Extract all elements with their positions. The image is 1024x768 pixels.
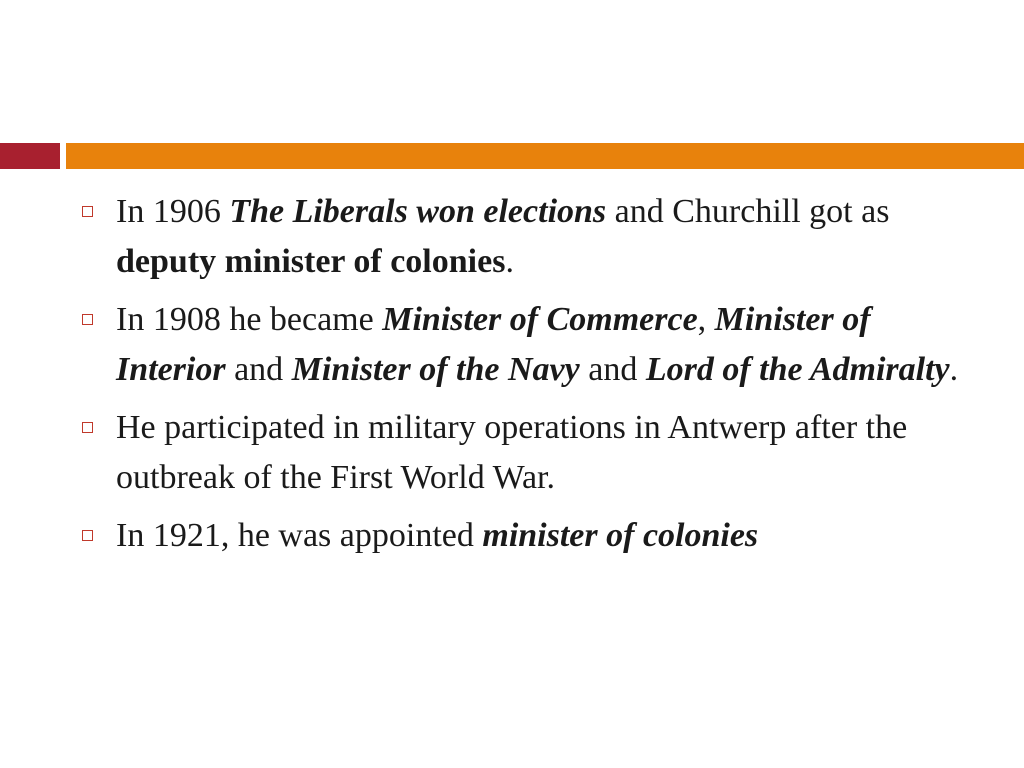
accent-bar-right bbox=[66, 143, 1024, 169]
bullet-text: He participated in military operations in Antwerp after the outbreak of the First World War. bbox=[116, 409, 908, 496]
bullet-emphasis: Lord of the Admiralty bbox=[645, 351, 950, 388]
bullet-text: In 1921, he was appointed bbox=[116, 517, 483, 554]
bullet-text: . bbox=[949, 351, 959, 388]
bullet-text: and bbox=[225, 351, 292, 388]
bullet-item bbox=[78, 295, 978, 395]
bullet-text: . bbox=[505, 243, 514, 280]
bullet-text: and bbox=[579, 351, 646, 388]
bullet-item bbox=[78, 403, 978, 503]
bullet-text: In 1908 he became bbox=[116, 301, 383, 338]
bullet-text: In 1906 bbox=[116, 193, 230, 230]
bullet-item bbox=[78, 511, 978, 561]
bullet-emphasis: minister of colonies bbox=[482, 517, 759, 554]
square-bullet-icon bbox=[82, 314, 93, 325]
bullet-emphasis: Minister of Commerce bbox=[382, 301, 698, 338]
bullet-emphasis: Minister of Interior bbox=[116, 301, 871, 388]
bullet-item bbox=[78, 187, 978, 287]
square-bullet-icon bbox=[82, 206, 93, 217]
square-bullet-icon bbox=[82, 422, 93, 433]
bullet-list bbox=[78, 187, 978, 569]
square-bullet-icon bbox=[82, 530, 93, 541]
bullet-text: and Churchill got as bbox=[606, 193, 890, 230]
bullet-emphasis: The Liberals won elections bbox=[229, 193, 607, 230]
accent-bar-left bbox=[0, 143, 60, 169]
bullet-text: , bbox=[697, 301, 715, 338]
bullet-emphasis: deputy minister of colonies bbox=[116, 243, 506, 280]
bullet-emphasis: Minister of the Navy bbox=[291, 351, 580, 388]
